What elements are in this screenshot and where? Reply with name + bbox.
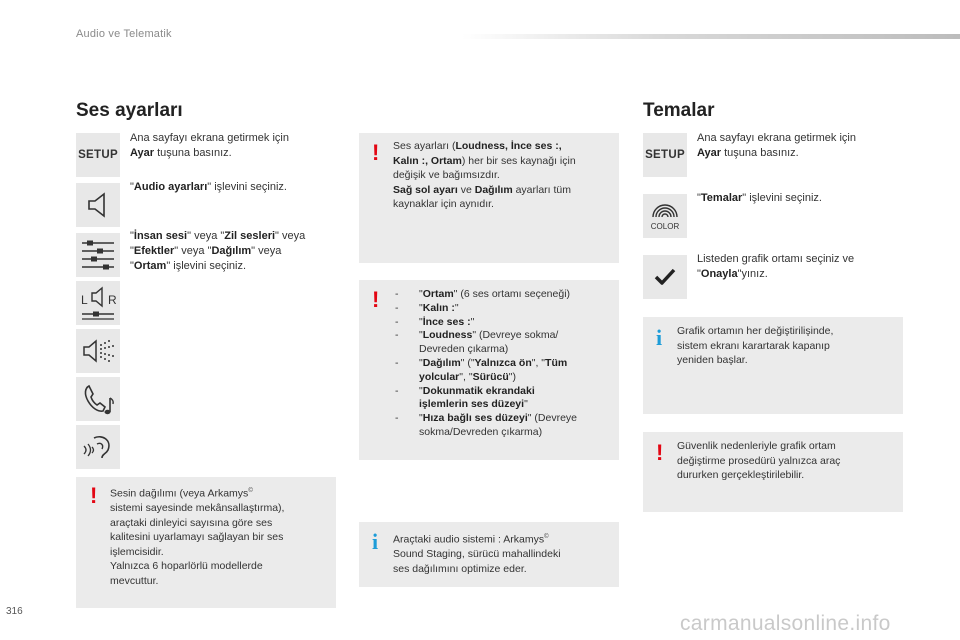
note-restart: Grafik ortamın her değiştirilişinde, sistem ekranı karartarak kapanıp yeniden başlar. xyxy=(677,325,834,366)
list-item: - "Ortam" (6 ses ortamı seçeneği) xyxy=(395,288,615,302)
setup-label: SETUP xyxy=(645,149,685,161)
balance-button[interactable] xyxy=(76,281,120,325)
balance-lr-icon xyxy=(78,284,118,322)
note-arkamys: Araçtaki audio sistemi : Arkamys© Sound Staging, sürücü mahallindeki ses dağılımını optimize eder. xyxy=(393,533,561,575)
note-distribution: Sesin dağılımı (veya Arkamys© sistemi sayesinde mekânsallaştırma), araçtaki dinleyici sayısına göre ses kalitesini uyarlamayı sağlayan bir ses işlemcisidir. Yalnızca 6 hoparlörlü modellerde mevcuttur. xyxy=(110,487,285,587)
list-item: - "Hıza bağlı ses düzeyi" (Devreye sokma/Devreden çıkarma) xyxy=(395,412,615,440)
step-themes: "Temalar" işlevini seçiniz. xyxy=(697,192,822,204)
header-rule xyxy=(462,34,960,39)
distribution-button[interactable] xyxy=(76,329,120,373)
warning-icon: ! xyxy=(656,440,664,465)
color-label: COLOR xyxy=(650,222,680,231)
section-title-themes: Temalar xyxy=(643,100,715,121)
warning-icon: ! xyxy=(90,483,98,508)
svg-text:L: L xyxy=(81,293,88,307)
step-audio-settings: "Audio ayarları" işlevini seçiniz. xyxy=(130,181,287,193)
equalizer-button[interactable] xyxy=(76,233,120,277)
list-item: - "Dokunmatik ekrandaki işlemlerin ses düzeyi" xyxy=(395,385,615,413)
list-item: - "Kalın :" xyxy=(395,302,615,316)
confirm-button[interactable] xyxy=(643,255,687,299)
voice-wave-icon xyxy=(80,430,116,464)
note-safety: Güvenlik nedenleriyle grafik ortam değiştirme prosedürü yalnızca araç dururken gerçekleştirilebilir. xyxy=(677,440,841,481)
page-number: 316 xyxy=(6,606,23,617)
checkmark-icon xyxy=(653,265,677,289)
step-confirm: Listeden grafik ortamı seçiniz ve "Onayla"yınız. xyxy=(697,253,855,280)
list-item: - "Loudness" (Devreye sokma/ Devreden çıkarma) xyxy=(395,329,615,357)
svg-text:R: R xyxy=(108,293,117,307)
speaker-icon xyxy=(83,190,113,220)
setup-button[interactable] xyxy=(76,133,120,177)
setup-button[interactable] xyxy=(643,133,687,177)
sound-options-list xyxy=(395,288,615,440)
watermark: carmanualsonline.info xyxy=(680,612,891,635)
step-sound-options: "İnsan sesi" veya "Zil sesleri" veya "Efektler" veya "Dağılım" veya "Ortam" işlevini seçiniz. xyxy=(130,230,306,272)
themes-button[interactable] xyxy=(643,194,687,238)
color-theme-icon xyxy=(645,198,685,234)
step-open-settings: Ana sayfayı ekrana getirmek için Ayar tuşuna basınız. xyxy=(697,132,856,159)
info-icon: i xyxy=(372,529,379,554)
page-header: Audio ve Telematik xyxy=(76,28,172,40)
step-open-settings: Ana sayfayı ekrana getirmek için Ayar tuşuna basınız. xyxy=(130,132,289,159)
phone-music-icon xyxy=(80,382,116,416)
section-title-sound: Ses ayarları xyxy=(76,100,183,121)
note-settings-independent: Ses ayarları (Loudness, İnce ses :, Kalın :, Ortam) her bir ses kaynağı için değişik ve bağımsızdır. Sağ sol ayarı ve Dağılım ayarları tüm kaynaklar için aynıdır. xyxy=(393,140,576,210)
ringtone-button[interactable] xyxy=(76,377,120,421)
audio-settings-button[interactable] xyxy=(76,183,120,227)
voice-button[interactable] xyxy=(76,425,120,469)
list-item: - "Dağılım" ("Yalnızca ön", "Tüm yolcular", "Sürücü") xyxy=(395,357,615,385)
list-item: - "İnce ses :" xyxy=(395,316,615,330)
speaker-distribution-icon xyxy=(80,336,116,366)
warning-icon: ! xyxy=(372,140,380,165)
info-icon: i xyxy=(656,325,663,350)
warning-icon: ! xyxy=(372,287,380,312)
setup-label: SETUP xyxy=(78,149,118,161)
equalizer-icon xyxy=(79,238,117,272)
